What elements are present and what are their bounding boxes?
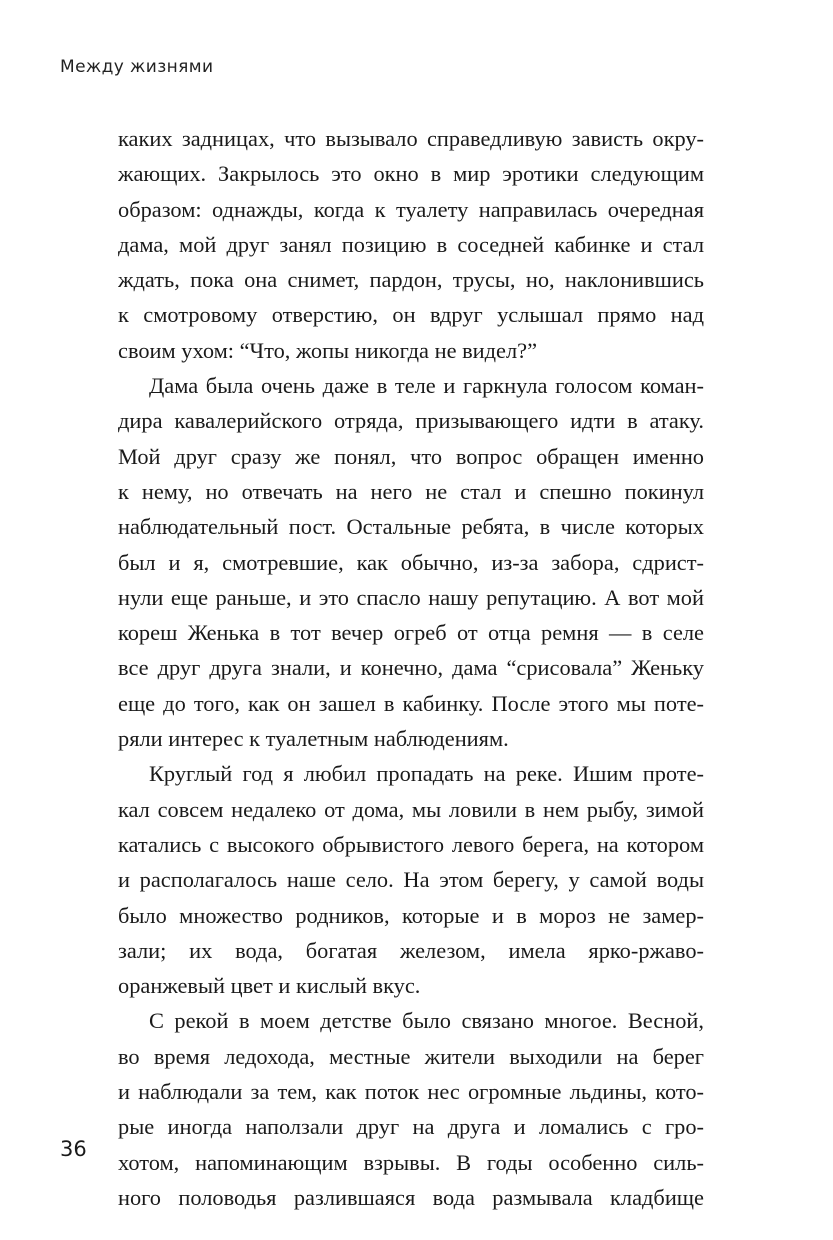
text-line: кореш Женька в тот вечер огреб от отца ремня — в селе	[118, 620, 704, 646]
text-line: еще до того, как он зашел в кабинку. После этого мы поте-	[118, 690, 704, 716]
text-line: во время ледохода, местные жители выходили на берег	[118, 1043, 704, 1069]
text-line: был и я, смотревшие, как обычно, из-за забора, сдрист-	[118, 549, 704, 575]
text-line: оранжевый цвет и кислый вкус.	[118, 973, 421, 999]
text-line: образом: однажды, когда к туалету направилась очередная	[118, 196, 704, 222]
text-line: было множество родников, которые и в мороз не замер-	[118, 902, 704, 928]
text-line: Мой друг сразу же понял, что вопрос обращен именно	[118, 443, 704, 469]
text-line: Дама была очень даже в теле и гаркнула голосом коман-	[149, 373, 704, 399]
text-line: и располагалось наше село. На этом берегу, у самой воды	[118, 867, 704, 893]
text-line: дира кавалерийского отряда, призывающего идти в атаку.	[118, 408, 704, 434]
text-line: Круглый год я любил пропадать на реке. Ишим проте-	[149, 761, 704, 787]
page-number: 36	[60, 1137, 87, 1161]
text-line: С рекой в моем детстве было связано многое. Весной,	[149, 1008, 704, 1034]
text-line: и наблюдали за тем, как поток нес огромные льдины, кото-	[118, 1079, 704, 1105]
text-line: рые иногда наползали друг на друга и ломались с гро-	[118, 1114, 704, 1140]
text-line: нули еще раньше, и это спасло нашу репутацию. А вот мой	[118, 584, 704, 610]
running-head: Между жизнями	[60, 57, 214, 77]
text-line: ного половодья разлившаяся вода размывала кладбище	[118, 1184, 704, 1210]
text-line: наблюдательный пост. Остальные ребята, в числе которых	[118, 514, 704, 540]
text-line: своим ухом: “Что, жопы никогда не видел?”	[118, 337, 538, 363]
text-line: дама, мой друг занял позицию в соседней кабинке и стал	[118, 231, 704, 257]
text-line: к смотровому отверстию, он вдруг услышал прямо над	[118, 302, 704, 328]
text-line: зали; их вода, богатая железом, имела ярко-ржаво-	[118, 937, 704, 963]
text-line: ряли интерес к туалетным наблюдениям.	[118, 726, 509, 752]
body-text	[118, 121, 704, 1215]
text-line: хотом, напоминающим взрывы. В годы особенно силь-	[118, 1149, 704, 1175]
text-line: кал совсем недалеко от дома, мы ловили в нем рыбу, зимой	[118, 796, 704, 822]
text-line: катались с высокого обрывистого левого берега, на котором	[118, 831, 704, 857]
text-line: ждать, пока она снимет, пардон, трусы, но, наклонившись	[118, 267, 704, 293]
text-line: жающих. Закрылось это окно в мир эротики следующим	[118, 161, 704, 187]
text-line: все друг друга знали, и конечно, дама “срисовала” Женьку	[118, 655, 704, 681]
text-line: каких задницах, что вызывало справедливую зависть окру-	[118, 126, 704, 151]
text-line: к нему, но отвечать на него не стал и спешно покинул	[118, 478, 704, 504]
